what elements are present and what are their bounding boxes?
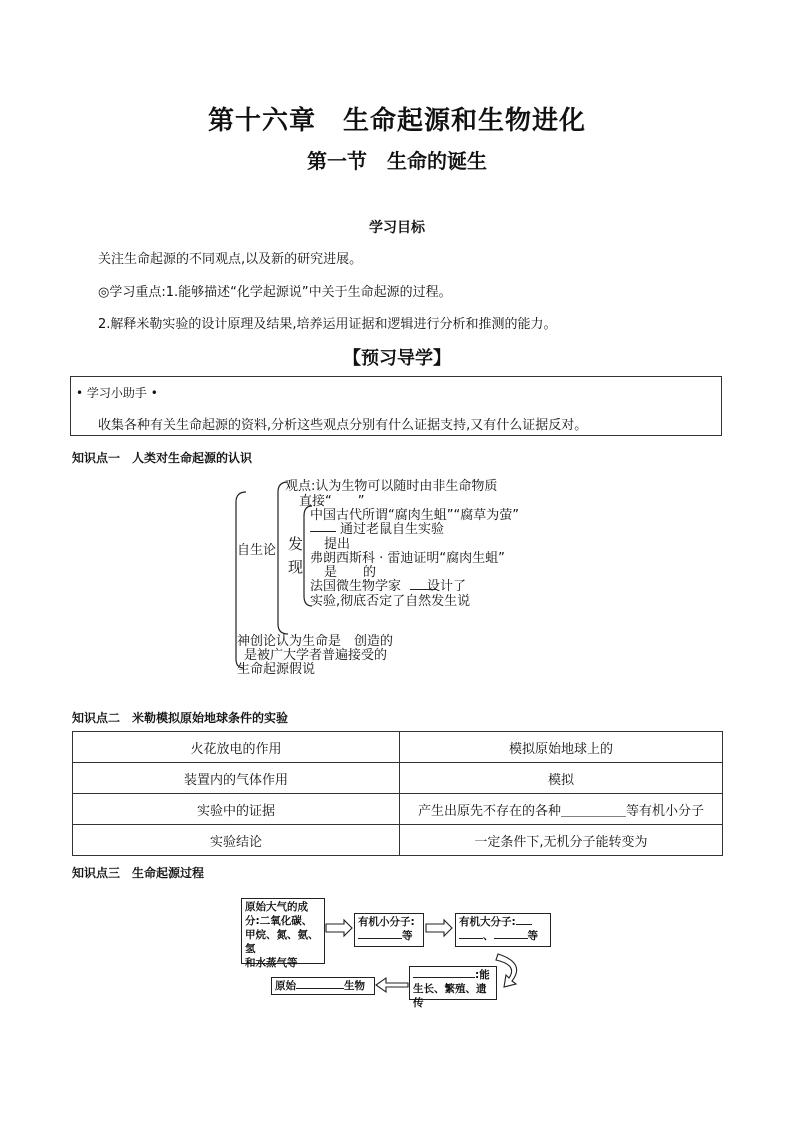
kp2-heading: 知识点二 米勒模拟原始地球条件的实验: [72, 711, 289, 725]
box2-suffix: 等: [402, 930, 413, 942]
box1-line: 原始大气的成: [245, 901, 308, 913]
box1-line: 和水蒸气等: [245, 957, 298, 969]
discovery-7: 实验,彻底否定了自然发生说: [310, 594, 471, 609]
spontaneous-generation-label: 自生论: [237, 543, 277, 558]
table-cell: 一定条件下,无机分子能转变为: [400, 825, 723, 856]
table-cell: 模拟原始地球上的: [400, 732, 723, 763]
box1-line: 分:二氧化碳、: [245, 915, 313, 927]
discovery-3: 提出: [324, 537, 351, 552]
kp1-heading: 知识点一 人类对生命起源的认识: [72, 451, 253, 465]
box3-suffix: 等: [527, 930, 538, 942]
table-cell: 实验结论: [73, 825, 400, 856]
table-cell: 装置内的气体作用: [73, 763, 400, 794]
miller-experiment-table: [72, 731, 723, 856]
creationism-text: 神创论认为生命是 创造的: [237, 634, 394, 649]
discovery-1: 中国古代所谓“腐肉生蛆”“腐草为萤”: [310, 508, 519, 523]
discovery-label-b: 现: [288, 558, 304, 576]
box4-label: 能: [479, 969, 490, 981]
discovery-5: 是 的: [324, 565, 377, 580]
discovery-label-a: 发: [288, 535, 304, 553]
chapter-title: 第十六章 生命起源和生物进化: [207, 106, 586, 136]
flow-arrows: [320, 915, 530, 1005]
kp3-heading: 知识点三 生命起源过程: [72, 866, 205, 880]
origin-hypothesis-text: 生命起源假说: [237, 662, 316, 677]
discovery-6: 法国微生物学家 设计了: [310, 579, 467, 594]
view-text: 观点:认为生物可以随时由非生命物质: [285, 479, 498, 494]
objectives-heading: 学习目标: [369, 220, 425, 236]
preview-heading: 【预习导学】: [343, 348, 451, 369]
table-row: [73, 825, 723, 856]
box2-label: 有机小分子:: [358, 916, 415, 928]
reproduction-box: :能 生长、繁殖、遗传: [409, 966, 497, 1000]
accepted-text: 是被广大学者普遍接受的: [244, 648, 388, 663]
table-cell: 实验中的证据: [73, 794, 400, 825]
discovery-4: 弗朗西斯科 · 雷迪证明“腐肉生蛆”: [310, 551, 505, 566]
direct-text: 直接“ ”: [299, 494, 365, 509]
table-cell: 产生出原先不存在的各种＿＿＿＿＿等有机小分子: [400, 794, 723, 825]
objective-line-2: ◎学习重点:1.能够描述“化学起源说”中关于生命起源的过程。: [98, 285, 452, 300]
blank-line: [310, 531, 336, 532]
box4-text: 生长、繁殖、遗传: [413, 983, 487, 1009]
table-cell: 模拟: [400, 763, 723, 794]
helper-label: • 学习小助手 •: [76, 386, 158, 400]
box5-suffix: 生物: [344, 980, 365, 992]
large-organic-molecules-box: 有机大分子: 、 等: [455, 913, 551, 947]
primitive-atmosphere-box: [241, 898, 325, 969]
section-title: 第一节 生命的诞生: [307, 149, 487, 173]
table-row: [73, 732, 723, 763]
discovery-2: 通过老鼠自生实验: [340, 522, 445, 537]
box3-label: 有机大分子:: [459, 916, 516, 928]
box1-line: 甲烷、氮、氨、氢: [245, 929, 319, 955]
objective-line-3: 2.解释米勒实验的设计原理及结果,培养运用证据和逻辑进行分析和推测的能力。: [98, 317, 557, 332]
table-row: [73, 763, 723, 794]
box5-prefix: 原始: [275, 980, 296, 992]
helper-text: 收集各种有关生命起源的资料,分析这些观点分别有什么证据支持,又有什么证据反对。: [98, 418, 588, 433]
objective-line-1: 关注生命起源的不同观点,以及新的研究进展。: [98, 252, 363, 267]
table-row: [73, 794, 723, 825]
table-cell: 火花放电的作用: [73, 732, 400, 763]
